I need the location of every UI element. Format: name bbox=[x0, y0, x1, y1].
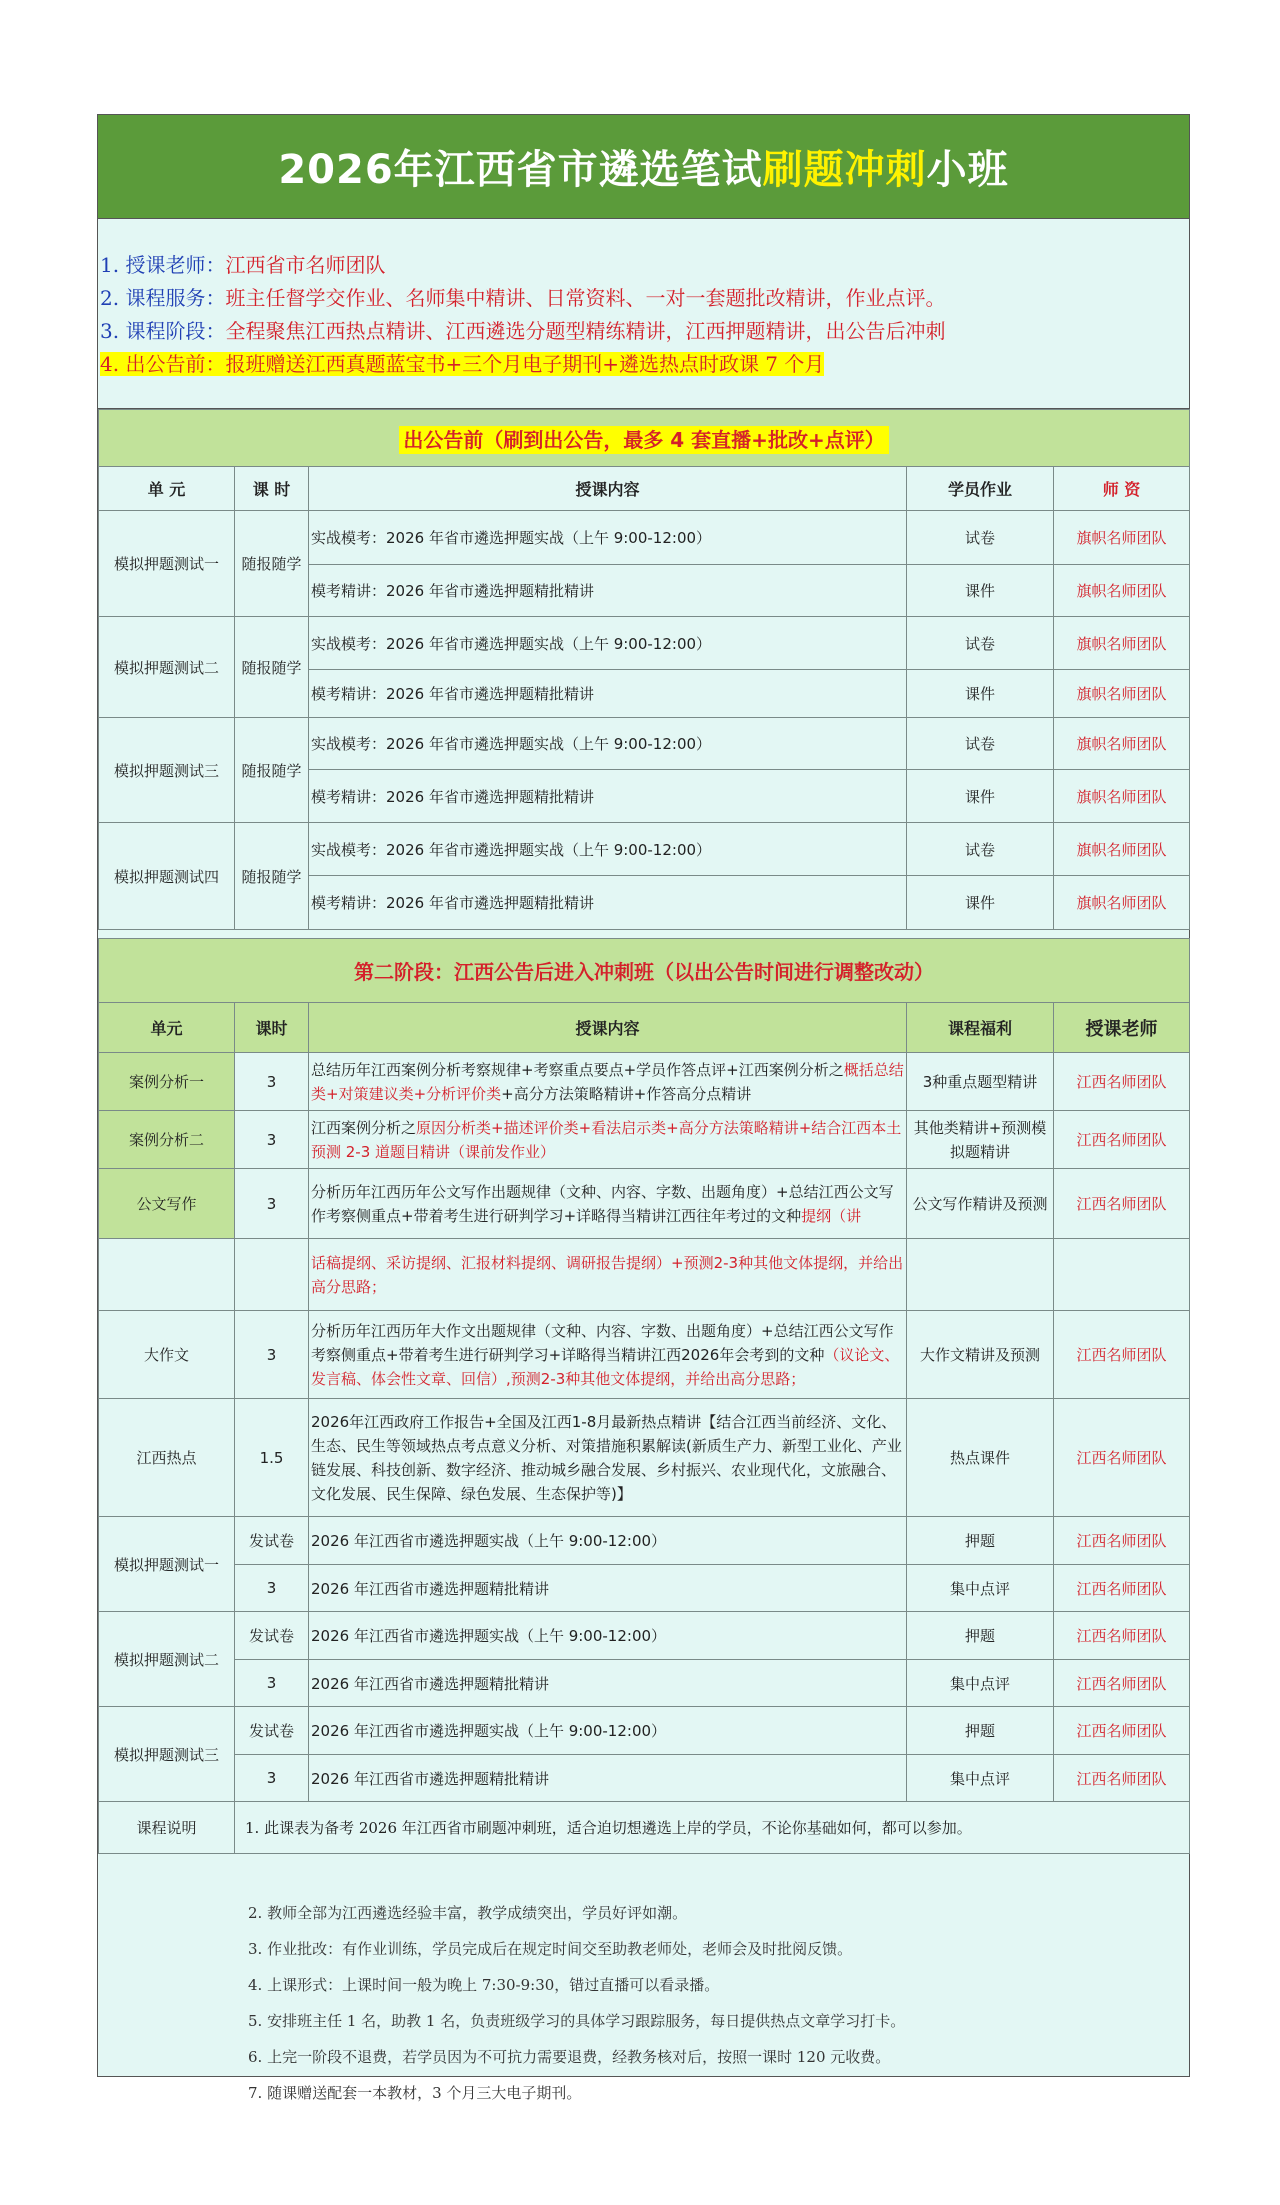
unit-hours: 3 bbox=[235, 1660, 309, 1707]
stage2-table bbox=[98, 938, 1190, 1854]
unit-hours: 发试卷 bbox=[235, 1707, 309, 1755]
teacher-cell: 江西名师团队 bbox=[1054, 1707, 1190, 1755]
benefit-cell bbox=[907, 1239, 1054, 1311]
page-title: 2026年江西省市遴选笔试刷题冲刺小班 bbox=[278, 147, 1009, 193]
unit-name: 模拟押题测试二 bbox=[99, 617, 235, 718]
intro-section bbox=[98, 219, 1189, 409]
notes-label: 课程说明 bbox=[99, 1802, 235, 1854]
content-cell: 2026 年江西省市遴选押题实战（上午 9:00-12:00） bbox=[309, 1612, 907, 1660]
content-cell: 模考精讲：2026 年省市遴选押题精批精讲 bbox=[309, 876, 907, 930]
teacher-cell: 江西名师团队 bbox=[1054, 1169, 1190, 1239]
teacher-cell: 江西名师团队 bbox=[1054, 1565, 1190, 1612]
stage1-table bbox=[98, 409, 1190, 930]
unit-name: 模拟押题测试四 bbox=[99, 823, 235, 930]
unit-hours: 1.5 bbox=[235, 1399, 309, 1517]
col-content: 授课内容 bbox=[309, 1003, 907, 1053]
content-cell: 话稿提纲、采访提纲、汇报材料提纲、调研报告提纲）+预测2-3种其他文体提纲，并给出高分思路； bbox=[309, 1239, 907, 1311]
benefit-cell: 集中点评 bbox=[907, 1755, 1054, 1802]
note-item: 2. 教师全部为江西遴选经验丰富，教学成绩突出，学员好评如潮。 bbox=[248, 1904, 688, 1922]
unit-name: 模拟押题测试一 bbox=[99, 1517, 235, 1612]
unit-hours: 3 bbox=[235, 1755, 309, 1802]
benefit-cell: 集中点评 bbox=[907, 1660, 1054, 1707]
title-banner bbox=[98, 115, 1189, 219]
content-cell: 模考精讲：2026 年省市遴选押题精批精讲 bbox=[309, 565, 907, 617]
content-cell: 2026 年江西省市遴选押题实战（上午 9:00-12:00） bbox=[309, 1517, 907, 1565]
intro-line-3: 3. 课程阶段：全程聚焦江西热点精讲、江西遴选分题型精练精讲，江西押题精讲，出公告后冲刺 bbox=[100, 319, 946, 343]
intro-line-1: 1. 授课老师：江西省市名师团队 bbox=[100, 253, 386, 277]
teacher-cell: 旗帜名师团队 bbox=[1054, 823, 1190, 876]
col-unit: 单 元 bbox=[99, 467, 235, 511]
unit-name: 江西热点 bbox=[99, 1399, 235, 1517]
teacher-cell: 江西名师团队 bbox=[1054, 1053, 1190, 1111]
content-cell: 模考精讲：2026 年省市遴选押题精批精讲 bbox=[309, 670, 907, 718]
col-teacher: 师 资 bbox=[1054, 467, 1190, 511]
content-cell: 模考精讲：2026 年省市遴选押题精批精讲 bbox=[309, 770, 907, 823]
col-homework: 学员作业 bbox=[907, 467, 1054, 511]
content-cell: 2026年江西政府工作报告+全国及江西1-8月最新热点精讲【结合江西当前经济、文化、生态、民生等领域热点考点意义分析、对策措施积累解读(新质生产力、新型工业化、产业链发展、科技创新、数字经济、推动城乡融合发展、乡村振兴、农业现代化，文旅融合、文化发展、民生保障、绿色发展、生态保护等)】 bbox=[309, 1399, 907, 1517]
intro-line-2: 2. 课程服务：班主任督学交作业、名师集中精讲、日常资料、一对一套题批改精讲，作业点评。 bbox=[100, 286, 946, 310]
col-content: 授课内容 bbox=[309, 467, 907, 511]
unit-hours: 随报随学 bbox=[235, 823, 309, 930]
teacher-cell: 江西名师团队 bbox=[1054, 1399, 1190, 1517]
teacher-cell: 旗帜名师团队 bbox=[1054, 565, 1190, 617]
teacher-cell: 旗帜名师团队 bbox=[1054, 718, 1190, 770]
content-cell: 实战模考：2026 年省市遴选押题实战（上午 9:00-12:00） bbox=[309, 511, 907, 565]
unit-name: 模拟押题测试一 bbox=[99, 511, 235, 617]
note-item: 5. 安排班主任 1 名，助教 1 名，负责班级学习的具体学习跟踪服务，每日提供热点文章学习打卡。 bbox=[248, 2012, 906, 2030]
unit-name: 案例分析一 bbox=[99, 1053, 235, 1111]
notes-list bbox=[248, 1895, 1168, 2111]
stage1-header: 出公告前（刷到出公告，最多 4 套直播+批改+点评） bbox=[99, 410, 1190, 467]
benefit-cell: 热点课件 bbox=[907, 1399, 1054, 1517]
content-cell: 总结历年江西案例分析考察规律+考察重点要点+学员作答点评+江西案例分析之概括总结类+对策建议类+分析评价类+高分方法策略精讲+作答高分点精讲 bbox=[309, 1053, 907, 1111]
teacher-cell: 旗帜名师团队 bbox=[1054, 511, 1190, 565]
stage2-header: 第二阶段：江西公告后进入冲刺班（以出公告时间进行调整改动） bbox=[99, 939, 1190, 1003]
benefit-cell: 押题 bbox=[907, 1517, 1054, 1565]
unit-hours bbox=[235, 1239, 309, 1311]
unit-hours: 3 bbox=[235, 1053, 309, 1111]
teacher-cell: 江西名师团队 bbox=[1054, 1517, 1190, 1565]
homework-cell: 课件 bbox=[907, 876, 1054, 930]
teacher-cell: 旗帜名师团队 bbox=[1054, 617, 1190, 670]
col-hours: 课 时 bbox=[235, 467, 309, 511]
unit-hours: 随报随学 bbox=[235, 617, 309, 718]
benefit-cell: 3种重点题型精讲 bbox=[907, 1053, 1054, 1111]
homework-cell: 课件 bbox=[907, 670, 1054, 718]
homework-cell: 课件 bbox=[907, 565, 1054, 617]
teacher-cell: 旗帜名师团队 bbox=[1054, 770, 1190, 823]
course-schedule-sheet bbox=[97, 114, 1190, 2102]
benefit-cell: 押题 bbox=[907, 1612, 1054, 1660]
note-item: 6. 上完一阶段不退费，若学员因为不可抗力需要退费，经教务核对后，按照一课时 120 元收费。 bbox=[248, 2048, 891, 2066]
teacher-cell bbox=[1054, 1239, 1190, 1311]
note-item: 4. 上课形式：上课时间一般为晚上 7:30-9:30，错过直播可以看录播。 bbox=[248, 1976, 720, 1994]
intro-line-4: 4. 出公告前：报班赠送江西真题蓝宝书+三个月电子期刊+遴选热点时政课 7 个月 bbox=[100, 352, 825, 376]
unit-hours: 随报随学 bbox=[235, 511, 309, 617]
unit-hours: 3 bbox=[235, 1169, 309, 1239]
teacher-cell: 江西名师团队 bbox=[1054, 1612, 1190, 1660]
content-cell: 实战模考：2026 年省市遴选押题实战（上午 9:00-12:00） bbox=[309, 617, 907, 670]
unit-name: 模拟押题测试三 bbox=[99, 718, 235, 823]
benefit-cell: 押题 bbox=[907, 1707, 1054, 1755]
unit-hours: 3 bbox=[235, 1311, 309, 1399]
homework-cell: 课件 bbox=[907, 770, 1054, 823]
content-cell: 2026 年江西省市遴选押题精批精讲 bbox=[309, 1660, 907, 1707]
homework-cell: 试卷 bbox=[907, 617, 1054, 670]
unit-hours: 3 bbox=[235, 1565, 309, 1612]
note-item: 7. 随课赠送配套一本教材，3 个月三大电子期刊。 bbox=[248, 2084, 582, 2102]
teacher-cell: 江西名师团队 bbox=[1054, 1755, 1190, 1802]
benefit-cell: 集中点评 bbox=[907, 1565, 1054, 1612]
teacher-cell: 江西名师团队 bbox=[1054, 1111, 1190, 1169]
benefit-cell: 大作文精讲及预测 bbox=[907, 1311, 1054, 1399]
unit-hours: 发试卷 bbox=[235, 1517, 309, 1565]
unit-hours: 3 bbox=[235, 1111, 309, 1169]
content-cell: 2026 年江西省市遴选押题实战（上午 9:00-12:00） bbox=[309, 1707, 907, 1755]
unit-name: 公文写作 bbox=[99, 1169, 235, 1239]
teacher-cell: 江西名师团队 bbox=[1054, 1660, 1190, 1707]
homework-cell: 试卷 bbox=[907, 511, 1054, 565]
unit-name: 大作文 bbox=[99, 1311, 235, 1399]
teacher-cell: 旗帜名师团队 bbox=[1054, 876, 1190, 930]
unit-name bbox=[99, 1239, 235, 1311]
col-hours: 课时 bbox=[235, 1003, 309, 1053]
content-cell: 分析历年江西历年大作文出题规律（文种、内容、字数、出题角度）+总结江西公文写作考察侧重点+带着考生进行研判学习+详略得当精讲江西2026年会考到的文种（议论文、发言稿、体会性文章、回信）,预测2-3种其他文体提纲，并给出高分思路； bbox=[309, 1311, 907, 1399]
unit-hours: 发试卷 bbox=[235, 1612, 309, 1660]
teacher-cell: 旗帜名师团队 bbox=[1054, 670, 1190, 718]
homework-cell: 试卷 bbox=[907, 823, 1054, 876]
benefit-cell: 其他类精讲+预测模拟题精讲 bbox=[907, 1111, 1054, 1169]
note-item: 3. 作业批改：有作业训练，学员完成后在规定时间交至助教老师处，老师会及时批阅反馈。 bbox=[248, 1940, 853, 1958]
content-cell: 2026 年江西省市遴选押题精批精讲 bbox=[309, 1565, 907, 1612]
notes-first: 1. 此课表为备考 2026 年江西省市刷题冲刺班，适合迫切想遴选上岸的学员，不论你基础如何，都可以参加。 bbox=[235, 1802, 1190, 1854]
content-cell: 实战模考：2026 年省市遴选押题实战（上午 9:00-12:00） bbox=[309, 718, 907, 770]
content-cell: 分析历年江西历年公文写作出题规律（文种、内容、字数、出题角度）+总结江西公文写作考察侧重点+带着考生进行研判学习+详略得当精讲江西往年考过的文种提纲（讲 bbox=[309, 1169, 907, 1239]
unit-hours: 随报随学 bbox=[235, 718, 309, 823]
teacher-cell: 江西名师团队 bbox=[1054, 1311, 1190, 1399]
unit-name: 模拟押题测试三 bbox=[99, 1707, 235, 1802]
content-cell: 实战模考：2026 年省市遴选押题实战（上午 9:00-12:00） bbox=[309, 823, 907, 876]
benefit-cell: 公文写作精讲及预测 bbox=[907, 1169, 1054, 1239]
content-cell: 2026 年江西省市遴选押题精批精讲 bbox=[309, 1755, 907, 1802]
col-unit: 单元 bbox=[99, 1003, 235, 1053]
content-cell: 江西案例分析之原因分析类+描述评价类+看法启示类+高分方法策略精讲+结合江西本土预测 2-3 道题目精讲（课前发作业） bbox=[309, 1111, 907, 1169]
col-teacher: 授课老师 bbox=[1054, 1003, 1190, 1053]
homework-cell: 试卷 bbox=[907, 718, 1054, 770]
col-benefit: 课程福利 bbox=[907, 1003, 1054, 1053]
unit-name: 案例分析二 bbox=[99, 1111, 235, 1169]
unit-name: 模拟押题测试二 bbox=[99, 1612, 235, 1707]
